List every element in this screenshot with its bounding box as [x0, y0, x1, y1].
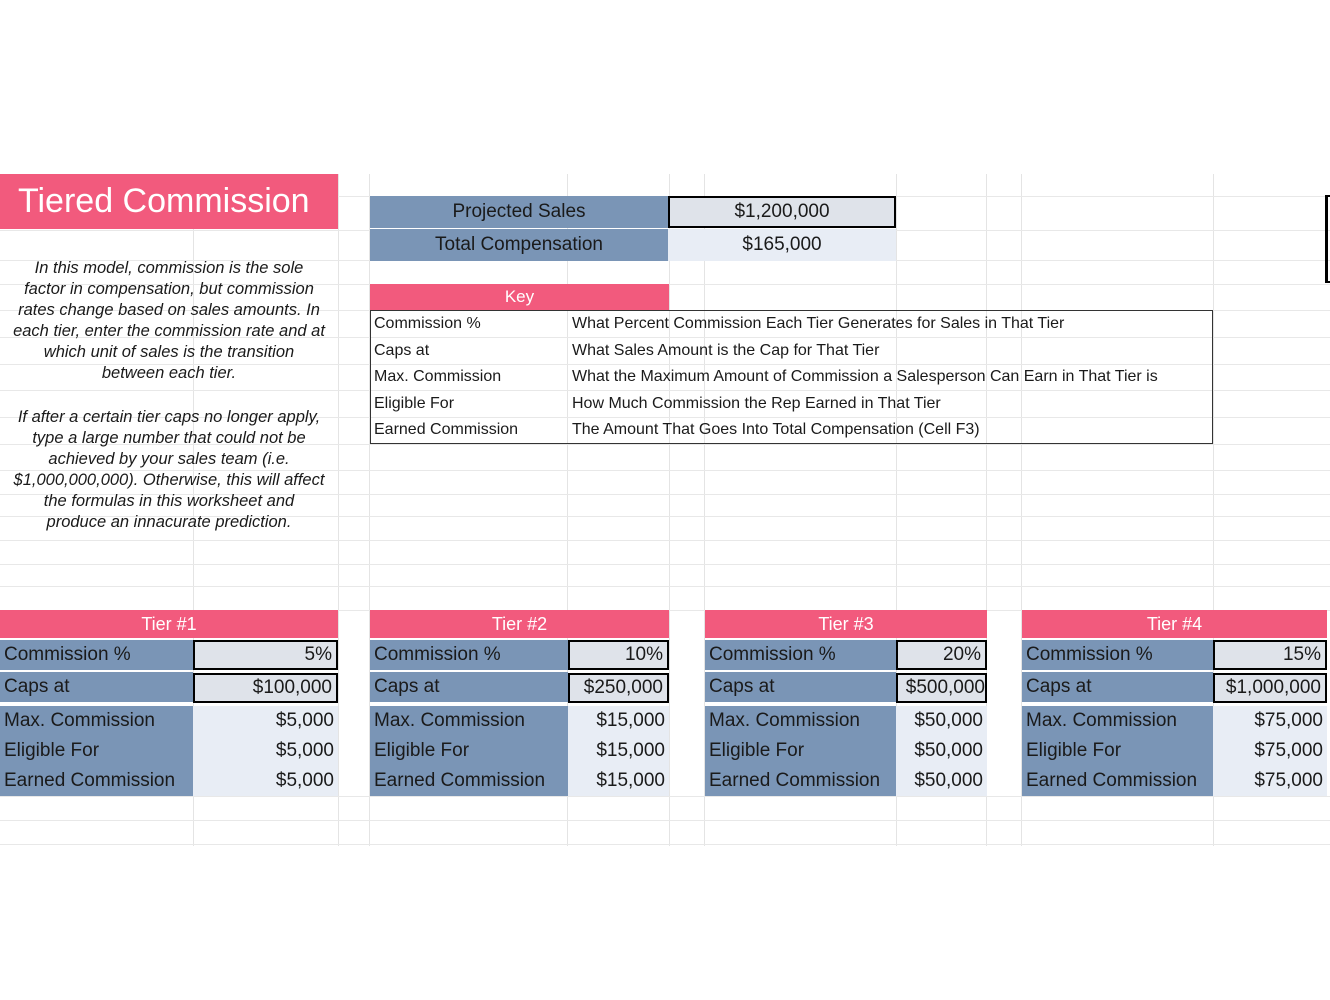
commission-input[interactable]: 10% — [568, 640, 669, 670]
eligible-label: Eligible For — [0, 736, 193, 766]
commission-label: Commission % — [1022, 640, 1213, 670]
grid-row-line — [0, 540, 1330, 541]
key-row[interactable] — [371, 311, 1212, 338]
key-definition: The Amount That Goes Into Total Compensation (Cell F3) — [572, 421, 980, 439]
caps-label: Caps at — [0, 672, 193, 702]
commission-label: Commission % — [370, 640, 568, 670]
description-line: each tier, enter the commission rate and at — [13, 322, 325, 340]
caps-label: Caps at — [705, 672, 896, 702]
earned-label: Earned Commission — [705, 766, 896, 796]
grid-row-line — [0, 586, 1330, 587]
caps-input[interactable]: $250,000 — [568, 673, 669, 703]
total-compensation-value[interactable]: $165,000 — [668, 229, 896, 261]
key-definition: How Much Commission the Rep Earned in That Tier — [572, 394, 941, 412]
warning-line: type a large number that could not be — [32, 429, 306, 447]
tier-header: Tier #1 — [0, 610, 338, 638]
grid-column-line — [669, 174, 670, 846]
eligible-value[interactable]: $50,000 — [896, 736, 987, 766]
grid-row-line — [0, 796, 1330, 797]
earned-value[interactable]: $5,000 — [193, 766, 338, 796]
commission-label: Commission % — [705, 640, 896, 670]
eligible-value[interactable]: $15,000 — [568, 736, 669, 766]
key-term: Caps at — [374, 341, 430, 359]
key-definition: What Sales Amount is the Cap for That Tier — [572, 341, 880, 359]
caps-input[interactable]: $1,000,000 — [1213, 673, 1327, 703]
tier-header: Tier #4 — [1022, 610, 1327, 638]
key-table — [370, 310, 1213, 444]
tier-header: Tier #2 — [370, 610, 669, 638]
commission-label: Commission % — [0, 640, 193, 670]
max-commission-value[interactable]: $15,000 — [568, 706, 669, 736]
warning-line: $1,000,000,000). Otherwise, this will affect — [13, 471, 325, 489]
sheet-title: Tiered Commission — [0, 174, 338, 229]
warning-line: If after a certain tier caps no longer apply, — [17, 408, 321, 426]
earned-label: Earned Commission — [370, 766, 568, 796]
total-compensation-label: Total Compensation — [370, 229, 668, 261]
projected-sales-input[interactable]: $1,200,000 — [668, 196, 896, 228]
max-commission-value[interactable]: $50,000 — [896, 706, 987, 736]
earned-value[interactable]: $15,000 — [568, 766, 669, 796]
commission-input[interactable]: 20% — [896, 640, 987, 670]
max-commission-label: Max. Commission — [705, 706, 896, 736]
warning-text — [0, 407, 338, 533]
eligible-value[interactable]: $5,000 — [193, 736, 338, 766]
max-commission-label: Max. Commission — [0, 706, 193, 736]
key-definition: What Percent Commission Each Tier Generates for Sales in That Tier — [572, 315, 1065, 332]
description-text — [0, 258, 338, 384]
key-row[interactable] — [371, 338, 1212, 365]
key-header: Key — [370, 284, 669, 310]
commission-input[interactable]: 15% — [1213, 640, 1327, 670]
description-line: rates change based on sales amounts. In — [18, 301, 320, 319]
warning-line: achieved by your sales team (i.e. — [48, 450, 290, 468]
eligible-label: Eligible For — [1022, 736, 1213, 766]
projected-sales-label: Projected Sales — [370, 196, 668, 228]
key-term: Commission % — [374, 315, 481, 332]
description-line: which unit of sales is the transition — [43, 343, 295, 361]
key-definition: What the Maximum Amount of Commission a Salesperson Can Earn in That Tier is — [572, 368, 1158, 386]
key-row[interactable] — [371, 417, 1212, 444]
max-commission-label: Max. Commission — [370, 706, 568, 736]
warning-line: the formulas in this worksheet and — [43, 492, 295, 510]
selected-cell-edge — [1325, 195, 1330, 283]
earned-value[interactable]: $75,000 — [1213, 766, 1327, 796]
tier-header: Tier #3 — [705, 610, 987, 638]
key-term: Eligible For — [374, 394, 455, 412]
max-commission-value[interactable]: $75,000 — [1213, 706, 1327, 736]
key-row[interactable] — [371, 364, 1212, 391]
caps-label: Caps at — [370, 672, 568, 702]
caps-label: Caps at — [1022, 672, 1213, 702]
grid-row-line — [0, 564, 1330, 565]
key-term: Max. Commission — [374, 368, 502, 386]
description-line: between each tier. — [101, 364, 237, 382]
eligible-label: Eligible For — [370, 736, 568, 766]
earned-value[interactable]: $50,000 — [896, 766, 987, 796]
grid-column-line — [338, 174, 339, 846]
key-term: Earned Commission — [374, 421, 519, 439]
key-row[interactable] — [371, 391, 1212, 418]
description-line: In this model, commission is the sole — [34, 259, 304, 277]
grid-row-line — [0, 844, 1330, 845]
max-commission-value[interactable]: $5,000 — [193, 706, 338, 736]
earned-label: Earned Commission — [1022, 766, 1213, 796]
caps-input[interactable]: $100,000 — [193, 673, 338, 703]
max-commission-label: Max. Commission — [1022, 706, 1213, 736]
caps-input[interactable]: $500,000 — [896, 673, 987, 703]
grid-row-line — [0, 820, 1330, 821]
description-line: factor in compensation, but commission — [24, 280, 314, 298]
commission-input[interactable]: 5% — [193, 640, 338, 670]
eligible-label: Eligible For — [705, 736, 896, 766]
eligible-value[interactable]: $75,000 — [1213, 736, 1327, 766]
warning-line: produce an innacurate prediction. — [46, 513, 292, 531]
earned-label: Earned Commission — [0, 766, 193, 796]
